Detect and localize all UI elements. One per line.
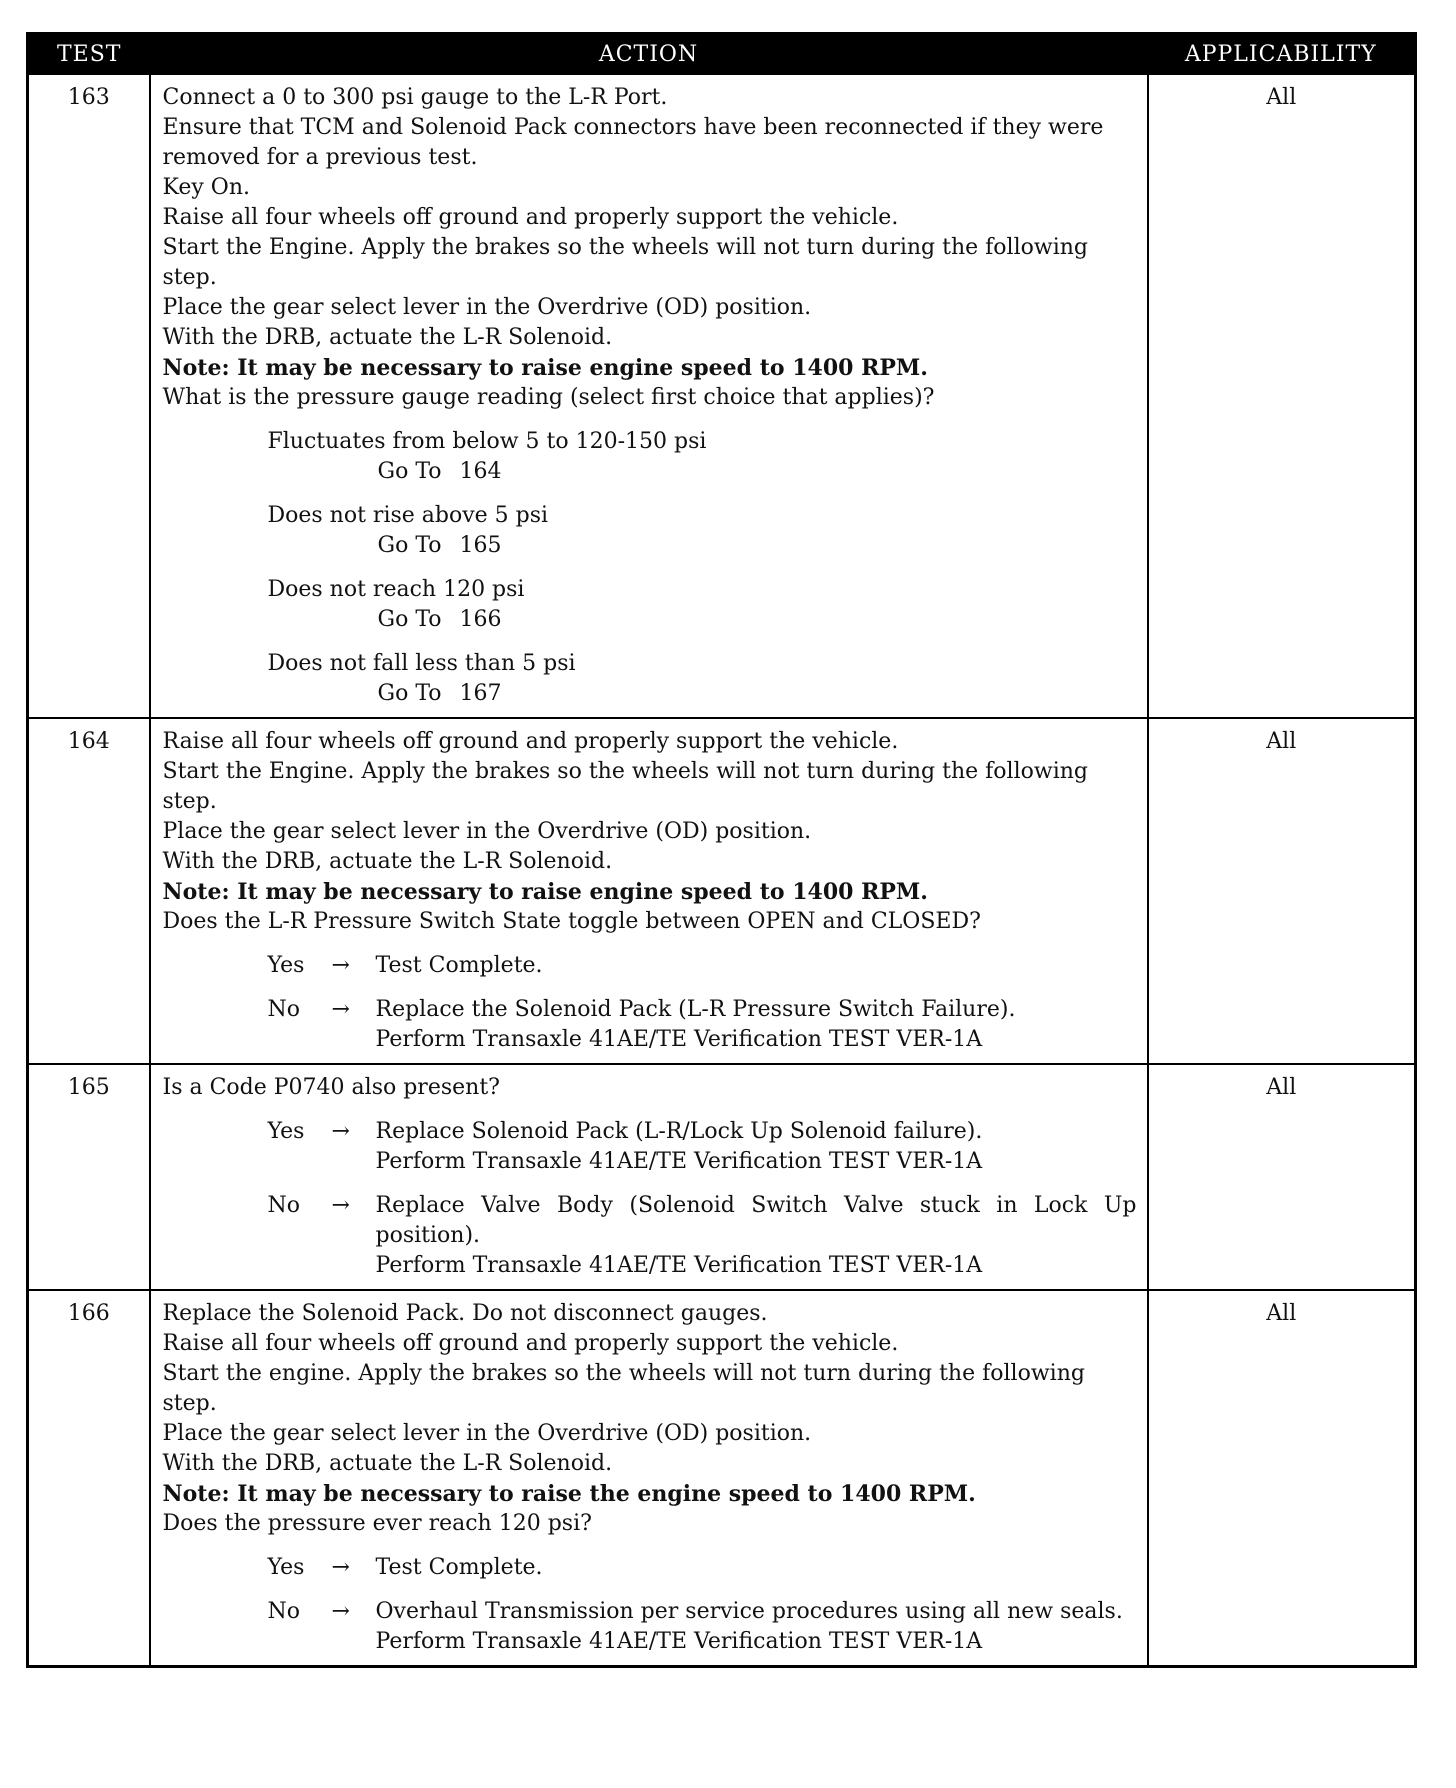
- goto-test-number: 164: [459, 459, 502, 484]
- arrow-icon: →: [331, 1599, 350, 1624]
- reading-choice: [163, 427, 1137, 487]
- choice-condition: Fluctuates from below 5 to 120-150 psi: [267, 429, 707, 454]
- answer-line: Test Complete.: [375, 1555, 543, 1580]
- answer-line: Perform Transaxle 41AE/TE Verification TEST VER-1A: [375, 1027, 983, 1052]
- test-number: 166: [28, 1290, 150, 1667]
- instruction-line: Place the gear select lever in the Overdrive (OD) position.: [162, 819, 812, 844]
- answer-line: Replace Solenoid Pack (L-R/Lock Up Solenoid failure).: [375, 1119, 983, 1144]
- instruction-line: Does the L-R Pressure Switch State toggle between OPEN and CLOSED?: [162, 909, 981, 934]
- instruction-line: With the DRB, actuate the L-R Solenoid.: [162, 849, 613, 874]
- answer-line: Test Complete.: [375, 953, 543, 978]
- diagnostic-test-table: [26, 32, 1417, 1668]
- answer-branch: [163, 1191, 1137, 1281]
- answer-line: Replace the Solenoid Pack (L-R Pressure Switch Failure).: [375, 997, 1016, 1022]
- goto-reference: [268, 605, 1137, 635]
- instruction-line: Raise all four wheels off ground and properly support the vehicle.: [162, 205, 899, 230]
- action-cell: [150, 1064, 1148, 1290]
- answer-label: Yes: [267, 1555, 305, 1580]
- answer-body: [376, 1553, 1137, 1583]
- instruction-line: Place the gear select lever in the Overdrive (OD) position.: [162, 295, 812, 320]
- header-action: ACTION: [150, 34, 1148, 75]
- applicability-value: All: [1148, 74, 1416, 718]
- answer-body: [376, 1191, 1137, 1281]
- arrow-icon: →: [331, 1555, 350, 1580]
- applicability-value: All: [1148, 1064, 1416, 1290]
- header-applicability: APPLICABILITY: [1148, 34, 1416, 75]
- action-cell: [150, 718, 1148, 1064]
- instruction-line: Start the Engine. Apply the brakes so the wheels will not turn during the following step.: [162, 235, 1088, 290]
- answer-branch: [163, 1597, 1137, 1657]
- applicability-value: All: [1148, 1290, 1416, 1667]
- goto-label: Go To: [377, 533, 442, 558]
- goto-label: Go To: [377, 459, 442, 484]
- arrow-icon: →: [331, 997, 350, 1022]
- action-cell: [150, 74, 1148, 718]
- goto-reference: [268, 457, 1137, 487]
- table-row: [28, 1064, 1416, 1290]
- note-line: Note: It may be necessary to raise engine speed to 1400 RPM.: [162, 879, 928, 905]
- choice-condition: Does not fall less than 5 psi: [267, 651, 576, 676]
- answer-label: No: [267, 1599, 300, 1624]
- answer-label: Yes: [267, 953, 305, 978]
- goto-test-number: 167: [459, 681, 502, 706]
- answer-label: No: [267, 1193, 300, 1218]
- note-line: Note: It may be necessary to raise engine speed to 1400 RPM.: [162, 355, 928, 381]
- arrow-icon: →: [331, 953, 350, 978]
- goto-test-number: 165: [459, 533, 502, 558]
- answer-branch: [163, 951, 1137, 981]
- instruction-line: Start the Engine. Apply the brakes so the wheels will not turn during the following step.: [162, 759, 1088, 814]
- test-number: 163: [28, 74, 150, 718]
- table-row: [28, 718, 1416, 1064]
- goto-label: Go To: [377, 607, 442, 632]
- reading-choice: [163, 575, 1137, 635]
- answer-line: Perform Transaxle 41AE/TE Verification TEST VER-1A: [375, 1629, 983, 1654]
- instruction-line: Place the gear select lever in the Overdrive (OD) position.: [162, 1421, 812, 1446]
- instruction-line: Ensure that TCM and Solenoid Pack connectors have been reconnected if they were removed for a previous test.: [162, 115, 1104, 170]
- instruction-line: Raise all four wheels off ground and properly support the vehicle.: [162, 1331, 899, 1356]
- instruction-line: Connect a 0 to 300 psi gauge to the L-R Port.: [162, 85, 668, 110]
- answer-body: [376, 1597, 1137, 1657]
- answer-branch: [163, 1117, 1137, 1177]
- arrow-icon: →: [331, 1193, 350, 1218]
- answer-branch: [163, 995, 1137, 1055]
- test-number: 165: [28, 1064, 150, 1290]
- note-line: Note: It may be necessary to raise the engine speed to 1400 RPM.: [162, 1481, 976, 1507]
- goto-label: Go To: [377, 681, 442, 706]
- reading-choice: [163, 649, 1137, 709]
- answer-line: Perform Transaxle 41AE/TE Verification TEST VER-1A: [375, 1149, 983, 1174]
- answer-line: Replace Valve Body (Solenoid Switch Valve stuck in Lock Up position).: [375, 1193, 1137, 1248]
- goto-reference: [268, 679, 1137, 709]
- header-test: TEST: [28, 34, 150, 75]
- answer-label: No: [267, 997, 300, 1022]
- reading-choice: [163, 501, 1137, 561]
- instruction-line: With the DRB, actuate the L-R Solenoid.: [162, 325, 613, 350]
- instruction-line: Start the engine. Apply the brakes so the wheels will not turn during the following step.: [162, 1361, 1085, 1416]
- test-number: 164: [28, 718, 150, 1064]
- instruction-line: With the DRB, actuate the L-R Solenoid.: [162, 1451, 613, 1476]
- answer-body: [376, 995, 1137, 1055]
- table-row: [28, 1290, 1416, 1667]
- table-header-row: [28, 34, 1416, 75]
- answer-branch: [163, 1553, 1137, 1583]
- goto-reference: [268, 531, 1137, 561]
- instruction-line: Is a Code P0740 also present?: [162, 1075, 500, 1100]
- instruction-line: What is the pressure gauge reading (select first choice that applies)?: [162, 385, 935, 410]
- instruction-line: Does the pressure ever reach 120 psi?: [162, 1511, 592, 1536]
- answer-label: Yes: [267, 1119, 305, 1144]
- answer-line: Perform Transaxle 41AE/TE Verification TEST VER-1A: [375, 1253, 983, 1278]
- answer-body: [376, 1117, 1137, 1177]
- goto-test-number: 166: [459, 607, 502, 632]
- instruction-line: Raise all four wheels off ground and properly support the vehicle.: [162, 729, 899, 754]
- choice-condition: Does not reach 120 psi: [267, 577, 525, 602]
- instruction-line: Replace the Solenoid Pack. Do not disconnect gauges.: [162, 1301, 768, 1326]
- answer-line: Overhaul Transmission per service procedures using all new seals.: [375, 1599, 1123, 1624]
- applicability-value: All: [1148, 718, 1416, 1064]
- arrow-icon: →: [331, 1119, 350, 1144]
- instruction-line: Key On.: [162, 175, 250, 200]
- table-row: [28, 74, 1416, 718]
- choice-condition: Does not rise above 5 psi: [267, 503, 549, 528]
- answer-body: [376, 951, 1137, 981]
- action-cell: [150, 1290, 1148, 1667]
